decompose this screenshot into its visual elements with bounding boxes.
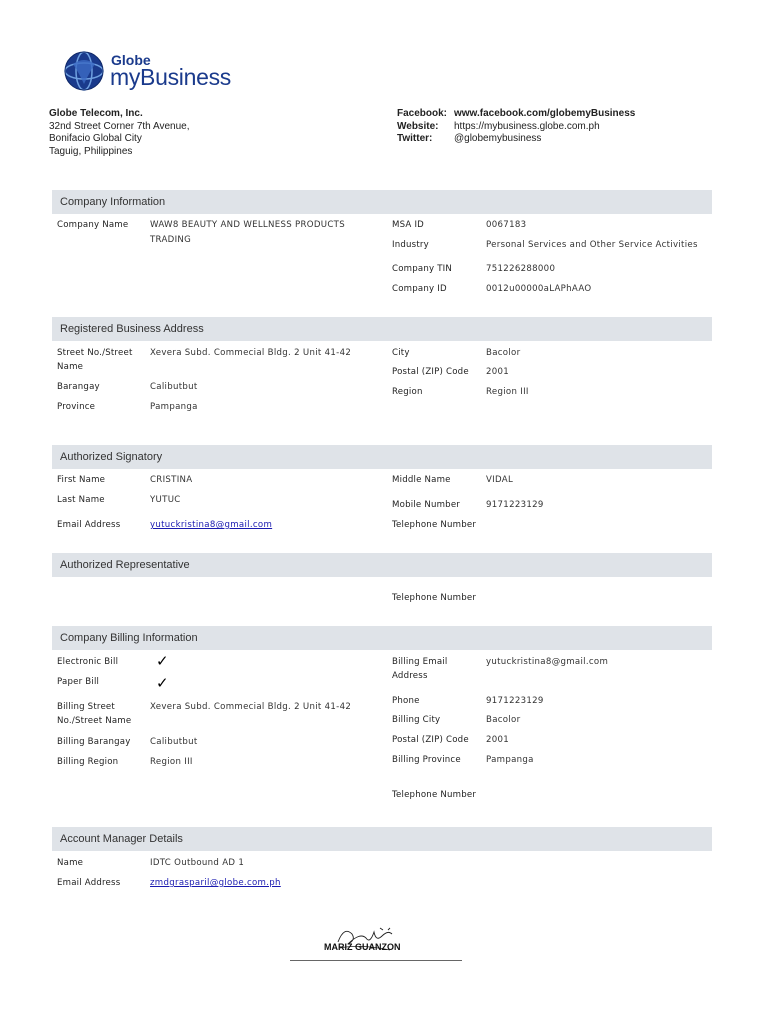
section-title: Authorized Representative [60,559,190,571]
company-name-label: Company Name [57,220,129,230]
city-label: City [392,348,410,358]
manager-name-value: IDTC Outbound AD 1 [150,858,245,868]
billing-telephone-label: Telephone Number [392,790,477,800]
last-name-value: YUTUC [150,495,181,505]
zip-value: 2001 [486,367,510,377]
street-value: Xevera Subd. Commecial Bldg. 2 Unit 41-42 [150,348,352,358]
social-links-block [397,108,635,146]
mobile-value: 9171223129 [486,500,544,510]
section-title: Company Billing Information [60,632,198,644]
first-name-label: First Name [57,475,106,485]
website-link[interactable]: https://mybusiness.globe.com.ph [454,120,600,132]
billing-barangay-label: Billing Barangay [57,737,131,747]
logo-text-mybusiness: myBusiness [110,64,231,90]
section-title: Company Information [60,196,166,208]
msa-id-label: MSA ID [392,220,424,230]
billing-street-value: Xevera Subd. Commecial Bldg. 2 Unit 41-42 [150,702,352,712]
address-line: Bonifacio Global City [49,133,142,144]
city-value: Bacolor [486,348,521,358]
logo-text-globe: Globe [111,52,151,68]
msa-id-value: 0067183 [486,220,527,230]
billing-zip-value: 2001 [486,735,510,745]
section-header-representative [52,553,712,577]
telephone-label: Telephone Number [392,593,477,603]
billing-zip-label: Postal (ZIP) Code [392,735,469,745]
mobile-label: Mobile Number [392,500,461,510]
globe-logo-icon [64,51,104,91]
industry-value: Personal Services and Other Service Activities [486,240,698,250]
section-header-billing [52,626,712,650]
region-label: Region [392,387,423,397]
company-id-label: Company ID [392,284,447,294]
street-label: Street No./Street [57,348,133,358]
section-title: Authorized Signatory [60,451,163,463]
tin-label: Company TIN [392,264,453,274]
paper-bill-check-icon: ✓ [156,675,169,692]
tin-value: 751226288000 [486,264,556,274]
address-line: 32nd Street Corner 7th Avenue, [49,120,190,132]
company-name-value-line2: TRADING [150,235,192,245]
billing-email-value: yutuckristina8@gmail.com [486,657,609,667]
middle-name-value: VIDAL [486,475,514,485]
electronic-bill-label: Electronic Bill [57,657,119,667]
first-name-value: CRISTINA [150,475,193,485]
signatory-email-link[interactable]: yutuckristina8@gmail.com [150,520,273,530]
barangay-label: Barangay [57,382,100,392]
province-label: Province [57,402,96,412]
billing-province-value: Pampanga [486,755,534,765]
section-title: Registered Business Address [60,323,204,335]
company-name: Globe Telecom, Inc. [49,108,143,119]
section-header-account-manager [52,827,712,851]
billing-street-label: Billing Street [57,702,115,712]
company-name-value: WAW8 BEAUTY AND WELLNESS PRODUCTS [150,220,345,230]
website-label: Website: [397,120,439,132]
billing-phone-value: 9171223129 [486,696,544,706]
section-header-company-info [52,190,712,214]
signature-name: MARIZ GUANZON [324,942,401,952]
company-id-value: 0012u00000aLAPhAAO [486,284,592,294]
barangay-value: Calibutbut [150,382,198,392]
manager-email-link[interactable]: zmdgrasparil@globe.com.ph [150,878,281,888]
manager-email-label: Email Address [57,878,121,888]
zip-label: Postal (ZIP) Code [392,367,469,377]
billing-email-label-line2: Address [392,671,428,681]
billing-email-label: Billing Email [392,657,448,667]
industry-label: Industry [392,240,429,250]
twitter-label: Twitter: [397,133,433,144]
billing-province-label: Billing Province [392,755,461,765]
paper-bill-label: Paper Bill [57,677,100,687]
signature-line [290,960,462,961]
street-label-line2: Name [57,362,84,372]
address-line: Taguig, Philippines [49,145,133,157]
billing-region-value: Region III [150,757,193,767]
facebook-link[interactable]: www.facebook.com/globemyBusiness [454,108,636,119]
section-header-signatory [52,445,712,469]
telephone-label: Telephone Number [392,520,477,530]
section-title: Account Manager Details [60,833,183,845]
section-header-registered-address [52,317,712,341]
billing-phone-label: Phone [392,696,420,706]
electronic-bill-check-icon: ✓ [156,653,169,670]
twitter-handle[interactable]: @globemybusiness [454,133,542,144]
middle-name-label: Middle Name [392,475,451,485]
email-label: Email Address [57,520,121,530]
billing-city-label: Billing City [392,715,441,725]
billing-barangay-value: Calibutbut [150,737,198,747]
last-name-label: Last Name [57,495,105,505]
manager-name-label: Name [57,858,84,868]
company-address-block [49,108,189,158]
province-value: Pampanga [150,402,198,412]
billing-region-label: Billing Region [57,757,119,767]
region-value: Region III [486,387,529,397]
billing-street-label-line2: No./Street Name [57,716,132,726]
facebook-label: Facebook: [397,108,448,119]
billing-city-value: Bacolor [486,715,521,725]
